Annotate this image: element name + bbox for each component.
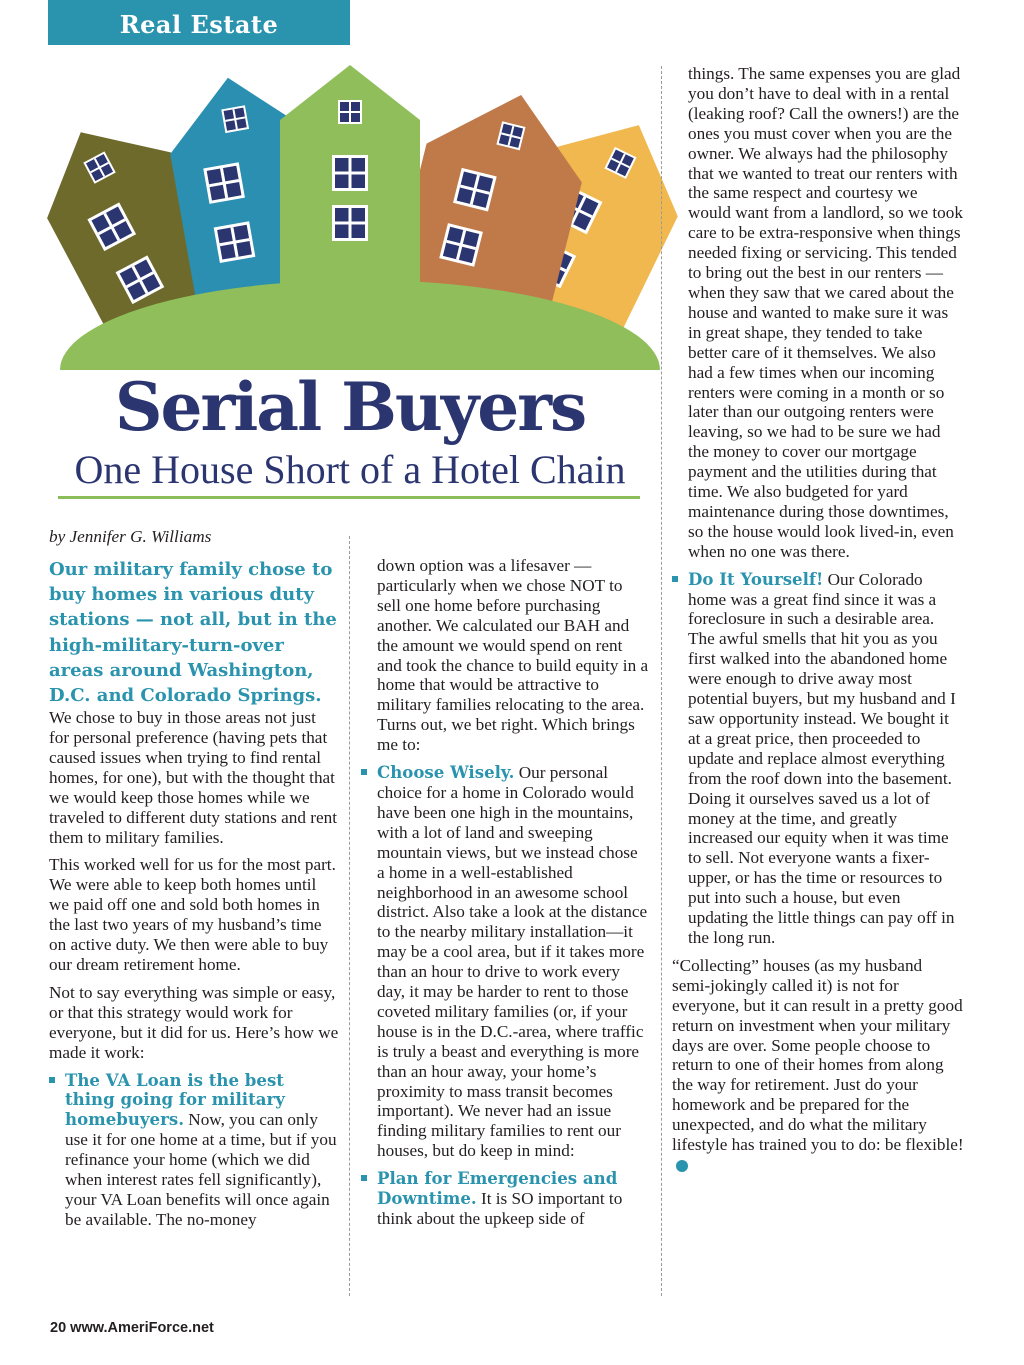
paragraph: down option was a lifesaver — particularly when we chose NOT to sell one home before purchasing another. We calculated our BAH and the amount we would spend on rent and took the chance to build equity in a home that would be attractive to military families relocating to the area. Turns out, we bet right. Which brings me to: xyxy=(377,556,649,755)
bullet-heading: Do It Yourself! xyxy=(688,568,824,589)
bullet-choose-wisely xyxy=(361,763,649,1161)
bullet-text: Our Colorado home was a great find since it was a foreclosure in such a desirable area. The awful smells that hit you as you first walked into the abandoned home were enough to drive away most potential buyers, but my husband and I saw opportunity instead. We bought it at a great price, then proceeded to update and replace almost everything from the roof down into the basement. Doing it ourselves saved us a lot of money at the time, and greatly increased our equity when it was time to sell. Not everyone wants a fixer-upper, or has the time or resources to put into such a house, but even updating the little things can pay off in the long run. xyxy=(688,569,956,947)
paragraph: This worked well for us for the most part. We were able to keep both homes until we paid off one and sold both homes in the last two years of my husband’s time on active duty. We then were able to buy our dream retirement home. xyxy=(49,855,336,974)
bullet-square-icon xyxy=(361,1175,367,1181)
page-footer xyxy=(50,1320,214,1336)
byline: by Jennifer G. Williams xyxy=(49,527,212,546)
bullet-va-loan xyxy=(49,1071,339,1230)
bullet-heading: The VA Loan is the best thing going for military homebuyers. xyxy=(65,1069,285,1130)
lead-text: Our military family chose to buy homes in various duty stations — not all, but in the high-military-turn-over areas around Washington, D.C. and Colorado Springs. xyxy=(49,558,337,706)
bullet-square-icon xyxy=(49,1077,55,1083)
closing-text: “Collecting” houses (as my husband semi-jokingly called it) is not for everyone, but it can result in a pretty good return on investment when your military days are over. Some people choose to return to one of their homes from along the way for retirement. Just do your homework and be prepared for the unexpected, and do what the military lifestyle has trained you to do: be flexible! xyxy=(672,955,964,1155)
intro-paragraph xyxy=(49,557,339,848)
page-subtitle: One House Short of a Hotel Chain xyxy=(74,447,626,492)
footer-site-link[interactable]: www.AmeriForce.net xyxy=(70,1320,214,1336)
bullet-heading: Choose Wisely. xyxy=(377,762,515,783)
page-number: 20 xyxy=(50,1320,67,1336)
bullet-text: Now, you can only use it for one home at a time, but if you refinance your home (which we did when interest rates fell significantly), your VA Loan benefits will once again be available. The no-money xyxy=(65,1110,337,1229)
column-1 xyxy=(49,527,339,1238)
section-tab: Real Estate xyxy=(48,0,350,45)
column-divider xyxy=(349,536,350,1296)
end-mark-icon xyxy=(676,1160,688,1172)
intro-text: We chose to buy in those areas not just for personal preference (having pets that caused issues when trying to find rental homes, for one), but with the thought that we would keep those homes while we traveled to different duty stations and rent them to military families. xyxy=(49,708,337,847)
paragraph: things. The same expenses you are glad you don’t have to deal with in a rental (leaking roof? Call the owners!) are the ones you must cover when you are the owner. We always had the philosophy that we wanted to treat our renters with the same respect and courtesy we would want from a landlord, so we took care to be extra-responsive when things needed fixing or servicing. This tended to bring out the best in our renters — when they saw that we cared about the house and wanted to make sure it was in great shape, they tended to take better care of it themselves. We also had a few times when our incoming renters were coming in a month or so later than our outgoing renters were leaving, so we had to be sure we had the money to cover our mortgage payment and the utilities during that time. We also budgeted for yard maintenance during those downtimes, so the house would look lived-in, even when no one was there. xyxy=(688,64,963,561)
bullet-square-icon xyxy=(361,769,367,775)
bullet-heading: Plan for Emergencies and Downtime. xyxy=(377,1168,618,1209)
bullet-do-it-yourself xyxy=(672,570,964,948)
column-3 xyxy=(672,64,964,1183)
column-divider xyxy=(661,66,662,1296)
bullet-text: It is SO important to think about the upkeep side of xyxy=(377,1189,623,1228)
houses-illustration xyxy=(40,60,680,380)
bullet-square-icon xyxy=(672,576,678,582)
page-title: Serial Buyers xyxy=(114,368,586,446)
column-2 xyxy=(361,556,649,1237)
paragraph: Not to say everything was simple or easy, or that this strategy would work for everyone, but it did for us. Here’s how we made it work: xyxy=(49,982,339,1062)
title-rule xyxy=(58,496,640,499)
closing-paragraph xyxy=(672,956,964,1175)
bullet-text: Our personal choice for a home in Colorado would have been one high in the mountains, with a lot of land and sweeping mountain views, but we instead chose a home in a well-established neighborhood in an awesome school district. Also take a look at the distance to the nearby military installation—it may be a cool area, but if it takes more than an hour to drive to work every day, it may be harder to rent to those coveted military families (or, if your house is in the D.C.-area, where traffic is truly a beast and everything is more than an hour away, your home’s proximity to mass transit becomes important). We never had an issue finding military families to rent our houses, but do keep in mind: xyxy=(377,763,648,1161)
bullet-plan-emergencies xyxy=(361,1169,649,1229)
